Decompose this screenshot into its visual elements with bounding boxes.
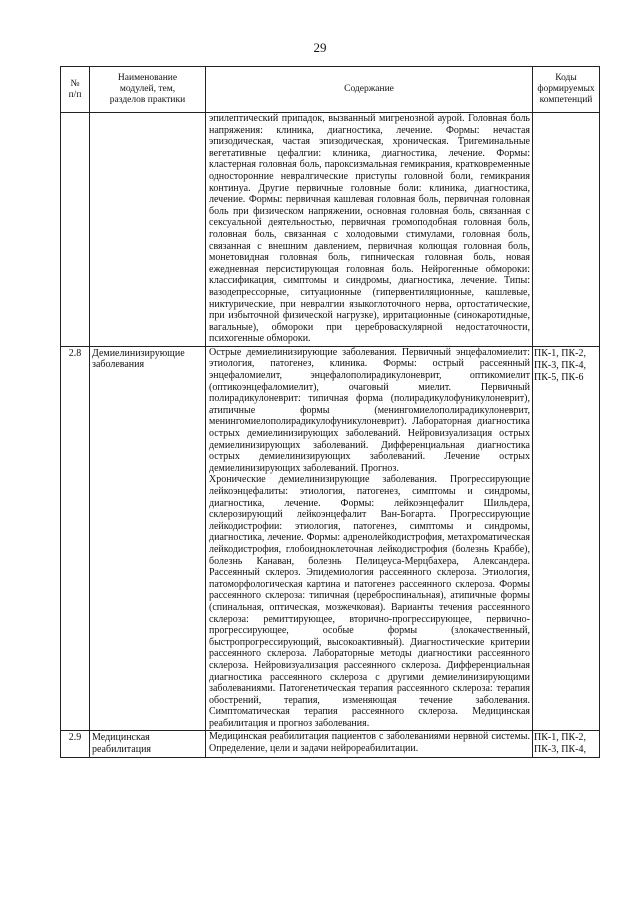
row-number: 2.9	[61, 731, 90, 758]
content-paragraph: Хронические демиелинизирующие заболевания. Прогрессирующие лейкоэнцефалиты: этиология, патогенез, симптомы и синдромы, диагностика, лечение. Формы: лейкоэнцефалит Шильдера, склерозирующий лейкоэнцефалит Ван-Богарта. Прогрессирующие лейкодистрофии: этиология, патогенез, симптомы и синдромы, диагностика, лечение. Формы: адренолейкодистрофия, метахроматическая лейкодистрофия, глобоидноклеточная лейкодистрофия (болезнь Краббе), болезнь Канаван, болезнь Пелицеуса-Мерцбахера, Александера. Рассеянный склероз. Эпидемиология рассеянного склероза. Этиология, патоморфологическая картина и патогенез рассеянного склероза. Формы рассеянного склероза: типичная (цереброспинальная), атипичные формы (спинальная, оптическая, мозжечковая). Варианты течения рассеянного склероза: ремиттирующее, вторично-прогрессирующее, первично-прогрессирующее, особые формы (злокачественный, быстропрогрессирующий, высокоактивный). Диагностические критерии рассеянного склероза. Лабораторные методы диагностики рассеянного склероза. Нейровизуализация рассеянного склероза. Дифференциальная диагностика рассеянного склероза с другими демиелинизирующими заболеваниями. Патогенетическая терапия рассеянного склероза: терапия обострений, терапия, изменяющая течение заболевания. Симптоматическая терапия рассеянного склероза. Медицинская реабилитация и прогноз заболевания.	[209, 474, 530, 729]
header-name: Наименование модулей, тем, разделов практики	[90, 67, 206, 113]
module-name: Демиелинизирующие заболевания	[90, 346, 206, 731]
header-num: № п/п	[61, 67, 90, 113]
competence-codes	[533, 113, 600, 347]
curriculum-table	[60, 66, 600, 758]
table-header-row	[61, 67, 600, 113]
module-content	[206, 731, 533, 758]
module-name: Медицинская реабилитация	[90, 731, 206, 758]
module-name	[90, 113, 206, 347]
content-paragraph: Острые демиелинизирующие заболевания. Первичный энцефаломиелит: этиология, патогенез, клиника. Формы: острый рассеянный энцефаломиелит, энцефалополирадикулоневрит, оптикомиелит (оптикоэнцефаломиелит), очаговый миелит. Первичный полирадикулоневрит: типичная форма (полирадикулофуникулоневрит), атипичные формы (менингомиелополирадикулоневрит, менингомиелополирадикулофуникулоневрит). Лабораторная диагностика острых демиелинизирующих заболеваний. Нейровизуализация острых демиелинизирующих заболеваний. Дифференциальная диагностика острых демиелинизирующих заболеваний. Лечение острых демиелинизирующих заболеваний. Прогноз.	[209, 346, 530, 474]
table-row	[61, 113, 600, 347]
competence-codes: ПК-1, ПК-2, ПК-3, ПК-4,	[533, 731, 600, 758]
header-content: Содержание	[206, 67, 533, 113]
content-paragraph: Медицинская реабилитация пациентов с заболеваниями нервной системы. Определение, цели и задачи нейрореабилитации.	[209, 731, 530, 755]
content-paragraph: эпилептический припадок, вызванный мигренозной аурой. Головная боль напряжения: клиника, диагностика, лечение. Формы: нечастая эпизодическая, частая эпизодическая, хроническая. Тригеминальные вегетативные цефалгии: клиника, диагностика, лечение. Формы: кластерная головная боль, пароксизмальная гемикрания, кратковременные односторонние невралгические приступы головной боли, гемикрания континуа. Другие первичные головные боли: клиника, диагностика, лечение. Формы: первичная кашлевая головная боль, первичная головная боль при физическом напряжении, основная головная боль, связанная с сексуальной деятельностью, первичная громоподобная головная боль, головная боль, связанная с холодовыми стимулами, головная боль, связанная с внешним давлением, первичная колющая головная боль, монетовидная головная боль, гипническая головная боль, новая ежедневная персистирующая головная боль. Нейрогенные обмороки: классификация, симптомы и синдромы, диагностика, лечение. Типы: вазодепрессорные, ситуационные (гипервентиляционные, кашлевые, никтурические, при невралгии языкоглоточного нерва, ортостатические, при избыточной физической нагрузке), ирритационные (синокаротидные, вагальные), обмороки при цереброваскулярной недостаточности, психогенные обмороки.	[209, 113, 530, 345]
table-row	[61, 346, 600, 731]
row-number	[61, 113, 90, 347]
page-number: 29	[313, 40, 327, 55]
module-content	[206, 346, 533, 731]
header-codes: Коды формируемых компетенций	[533, 67, 600, 113]
module-content	[206, 113, 533, 347]
competence-codes: ПК-1, ПК-2, ПК-3, ПК-4, ПК-5, ПК-6	[533, 346, 600, 731]
row-number: 2.8	[61, 346, 90, 731]
table-row	[61, 731, 600, 758]
